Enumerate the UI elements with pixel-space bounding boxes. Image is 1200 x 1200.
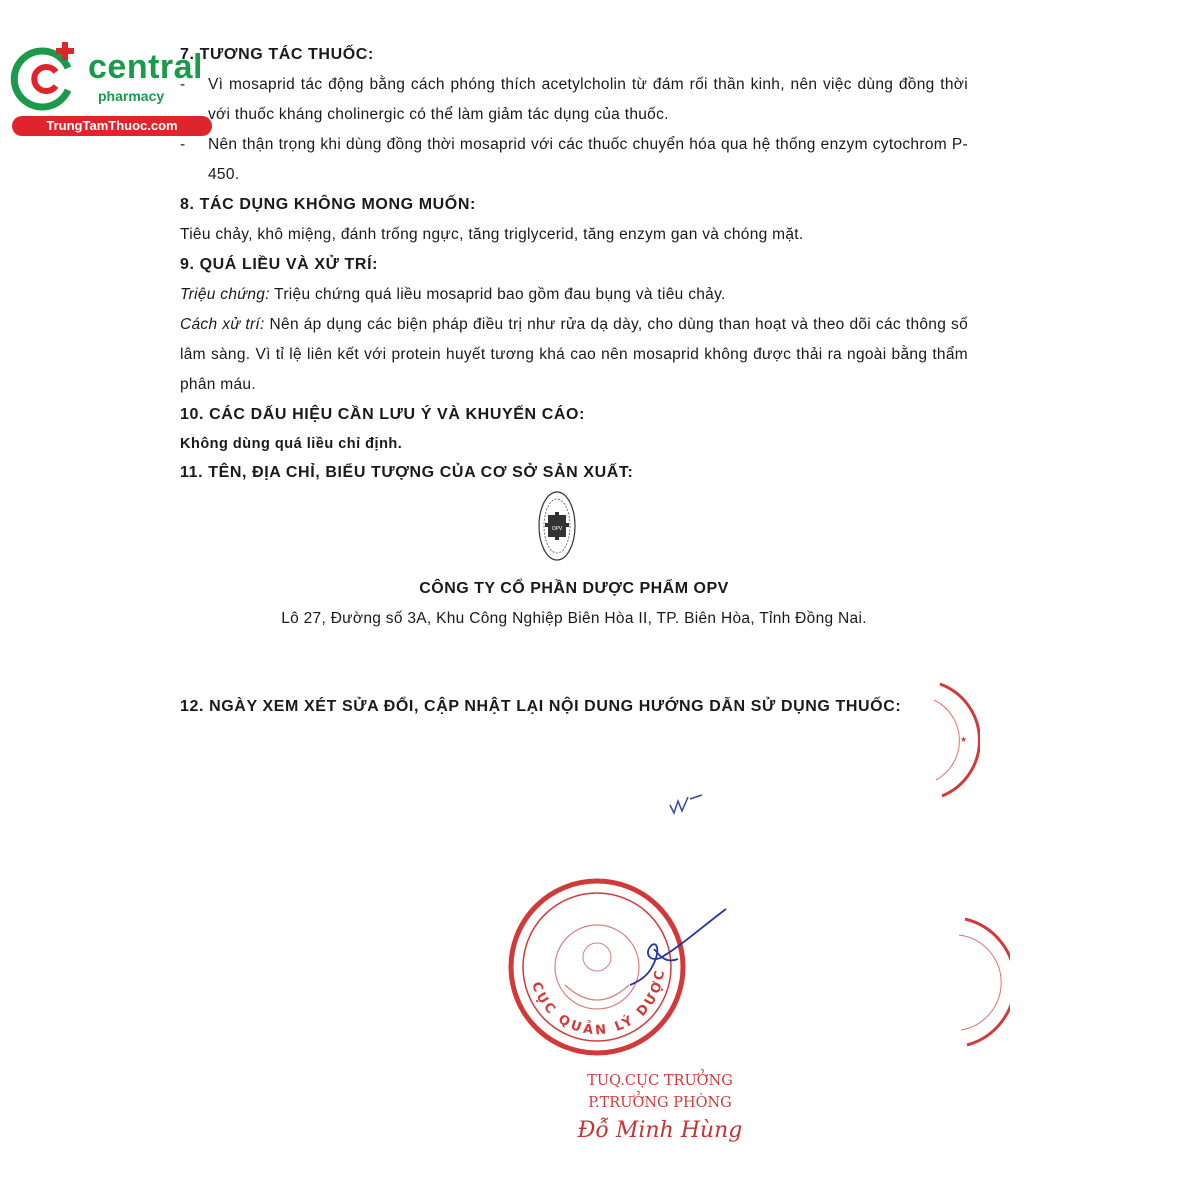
- symptom-label: Triệu chứng:: [180, 286, 270, 303]
- signer-title-2: P.TRƯỞNG PHÒNG: [588, 1095, 732, 1111]
- section-7-item-1: - Vì mosaprid tác động bằng cách phóng thích acetylcholin từ đám rối thần kinh, nên việc dùng đồng thời với thuốc kháng cholinergic có thể làm giảm tác dụng của thuốc.: [180, 70, 968, 130]
- logo-brand: central: [88, 48, 203, 86]
- logo-mark-icon: [10, 38, 90, 118]
- signature-icon: [622, 905, 732, 995]
- section-11-title: 11. TÊN, ĐỊA CHỈ, BIỂU TƯỢNG CỦA CƠ SỞ SẢN XUẤT:: [180, 464, 634, 481]
- company-name: CÔNG TY CỔ PHẦN DƯỢC PHẨM OPV: [419, 580, 729, 597]
- section-8-text: Tiêu chảy, khô miệng, đánh trống ngực, tăng triglycerid, tăng enzym gan và chóng mặt.: [180, 226, 804, 243]
- signer-title-1: TUQ.CỤC TRƯỞNG: [587, 1073, 733, 1089]
- treatment-label: Cách xử trí:: [180, 316, 265, 333]
- partial-stamp-icon: [930, 680, 980, 800]
- treatment-text: Nên áp dụng các biện pháp điều trị như rửa dạ dày, cho dùng than hoạt và theo dõi các thông số lâm sàng. Vì tỉ lệ liên kết với protein huyết tương khá cao nên mosaprid không được thải ra ngoài bằng thẩm phân máu.: [180, 316, 968, 393]
- section-9-treatment: [180, 310, 968, 400]
- logo-url: TrungTamThuoc.com: [12, 116, 212, 136]
- section-7-item-2: - Nên thận trọng khi dùng đồng thời mosaprid với các thuốc chuyển hóa qua hệ thống enzym cytochrom P-450.: [180, 130, 968, 190]
- signature-block: [560, 1070, 760, 1148]
- initial-mark-icon: [668, 793, 708, 817]
- document-body: [180, 40, 968, 488]
- section-9-title: 9. QUÁ LIỀU VÀ XỬ TRÍ:: [180, 256, 379, 273]
- partial-stamp-lower-icon: [955, 915, 1010, 1050]
- stamp-text: CỤC QUẢN LÝ DƯỢC: [528, 966, 669, 1039]
- emblem-text: OPV: [551, 526, 563, 532]
- opv-emblem-icon: [537, 490, 577, 562]
- section-9-symptom: [180, 280, 968, 310]
- section-12-title: 12. NGÀY XEM XÉT SỬA ĐỔI, CẬP NHẬT LẠI NỘI DUNG HƯỚNG DẪN SỬ DỤNG THUỐC:: [180, 698, 902, 715]
- svg-text:★: ★: [960, 735, 968, 744]
- symptom-text: Triệu chứng quá liều mosaprid bao gồm đau bụng và tiêu chảy.: [269, 286, 726, 303]
- company-address: Lô 27, Đường số 3A, Khu Công Nghiệp Biên Hòa II, TP. Biên Hòa, Tỉnh Đồng Nai.: [281, 610, 867, 627]
- section-10-title: 10. CÁC DẤU HIỆU CẦN LƯU Ý VÀ KHUYẾN CÁO:: [180, 406, 586, 423]
- logo-subtitle: pharmacy: [98, 88, 165, 104]
- section-8-title: 8. TÁC DỤNG KHÔNG MONG MUỐN:: [180, 196, 476, 213]
- section-7-title: 7. TƯƠNG TÁC THUỐC:: [180, 46, 374, 63]
- section-10-text: Không dùng quá liều chỉ định.: [180, 436, 403, 452]
- signer-name: Đỗ Minh Hùng: [577, 1118, 743, 1143]
